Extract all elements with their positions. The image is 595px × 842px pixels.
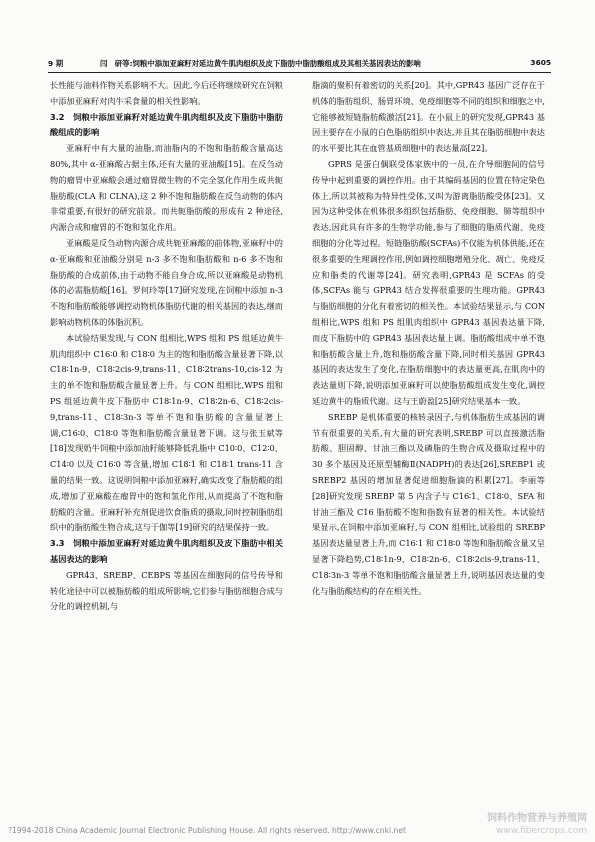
page-number: 3605 [530, 58, 551, 67]
issue-number: 9 期 [48, 59, 64, 68]
watermark-title: 饲料作物营养与养殖网 [487, 813, 587, 824]
running-header [48, 58, 551, 72]
body-paragraph: 本试验结果发现,与 CON 组相比,WPS 组和 PS 组延边黄牛肌肉组织中 C16∶0 和 C18∶0 为主的饱和脂肪酸含量显著下降,以 C18∶1n-9、C18∶2cis-9,trans-11、C18∶2trans-10,cis-12 为主的单不饱和脂肪酸含量显著上升。与 CON 组相比,WPS 组和 PS 组延边黄牛皮下脂肪中 C18∶1n-9、C18∶2n-6、C18∶2cis-9,trans-11、C18∶3n-3 等单不饱和脂肪酸的含量显著上调,C16∶0、C18∶0 等饱和脂肪酸含量显著下调。这与张玉斌等[18]发现奶牛饲粮中添加油籽能够降低乳脂中 C10∶0、C12∶0、C14∶0 以及 C16∶0 等含量,增加 C18∶1 和 C18∶1 trans-11 含量的结果一致。这说明饲粮中添加亚麻籽,确实改变了脂肪酸的组成,增加了亚麻酸在瘤胃中的饱和氢化作用,从而提高了不饱和脂肪酸的含量。亚麻籽补充剂促进饮食脂质的摄取,同时控制脂肪组织中的脂肪酸生物合成,这与于伽等[19]研究的结果保持一致。 [50, 332, 283, 533]
body-paragraph: 长性能与油料作物关系影响不大。因此,今后还将继续研究在饲粮中添加亚麻籽对肉牛采食量的相关性影响。 [50, 80, 283, 106]
copyright-footer: ?1994-2018 China Academic Journal Electronic Publishing House. All rights reserved. http://www.cnki.net [8, 826, 407, 835]
section-heading: 3.3 饲粮中添加亚麻籽对延边黄牛肌肉组织及皮下脂肪中相关基因表达的影响 [50, 538, 283, 564]
running-title: 闫 研等:饲粮中添加亚麻籽对延边黄牛肌肉组织及皮下脂肪中脂肪酸组成及其相关基因表达的影响 [100, 59, 421, 68]
watermark-url: www.fibercrops.com [496, 826, 587, 836]
header-rule [48, 72, 551, 73]
body-paragraph: 亚麻酸是反刍动物内源合成共轭亚麻酸的前体物,亚麻籽中的 α-亚麻酸和亚油酸分别是 n-3 多不饱和脂肪酸和 n-6 多不饱和脂肪酸的合成前体,由于动物不能自身合成,所以亚麻酸是动物机体的必需脂肪酸[16]。罗何玲等[17]研究发现,在饲粮中添加 n-3 不饱和脂肪酸能够调控动物机体脂肪代谢的相关基因的表达,继而影响动物机体的体脂沉积。 [50, 237, 283, 327]
section-heading: 3.2 饲粮中添加亚麻籽对延边黄牛肌肉组织及皮下脂肪中脂肪酸组成的影响 [50, 111, 283, 138]
left-column [50, 78, 283, 615]
body-paragraph: GPRS 是蛋白偶联受体家族中的一员,在介导细胞间的信号传导中起到重要的调控作用。由于其编码基因的位置在特定染色体上,所以其被称为特异性受体,又叫为游离脂肪酸受体[23]。又因为这种受体在机体很多组织包括脂肪、免疫细胞、肺等组织中表达,因此具有许多的生物学功能,参与了细胞的脂质代谢、免疫细胞的分化等过程。短链脂肪酸(SCFAs)不仅能为机体供能,还在很多重要的生理调控作用,例如调控细胞增殖分化、凋亡、免疫反应和脂类的代谢等[24]。研究表明,GPR43 是 SCFAs 的受体,SCFAs 能与 GPR43 结合发挥很重要的生理功能。GPR43 与脂肪细胞的分化有着密切的相关性。本试验结果显示,与 CON 组相比,WPS 组和 PS 组肌肉组织中 GPR43 基因表达量下降,而皮下脂肪中的 GPR43 基因表达量上调。脂肪酸组成中单不饱和脂肪酸含量上升,饱和脂肪酸含量下降,同时相关基因 GPR43 基因的表达发生了变化,在脂肪细胞中的表达量更高,在肌肉中的表达量则下降,说明添加亚麻籽可以使脂肪酸组成发生变化,调控延边黄牛的脂质代谢。这与王蔚盈[25]研究结果基本一致。 [312, 158, 545, 406]
body-paragraph: SREBP 是机体重要的核转录因子,与机体脂肪生成基因的调节有很重要的关系,有大量的研究表明,SREBP 可以直接激活脂肪酸、胆固醇、甘油三酯以及磷脂的生物合成及摄取过程中的 30 多个基因及还原型辅酶Ⅱ(NADPH)的表达[26],SREBP1 或 SREBP2 基因的增加显著促进细胞脂滴的积累[27]。李丽等[28]研究发现 SREBP 第 5 内含子与 C16∶1、C18∶0、SFA 和甘油三酯及 C16 脂肪酸不饱和指数有显著的相关性。本试验结果显示,在饲粮中添加亚麻籽,与 CON 组相比,试验组的 SREBP 基因表达量显著上升,而 C16∶1 和 C18∶0 等饱和脂肪酸含量又呈显著下降趋势,C18∶1n-9、C18∶2n-6、C18∶2cis-9,trans-11、C18∶3n-3 等单不饱和脂肪酸含量显著上升,说明基因表达量的变化与脂肪酸结构的存在相关性。 [312, 411, 545, 596]
body-paragraph: 亚麻籽中有大量的油脂,而油脂内的不饱和脂肪酸含量高达 80%,其中 α-亚麻酸占据主体,还有大量的亚油酸[15]。在反刍动物的瘤胃中亚麻酸会通过瘤胃微生物的不完全氢化作用生成共轭脂肪酸(CLA 和 CLNA),这 2 种不饱和脂肪酸在反刍动物的体内非常重要,有很好的研究前景。而共轭脂肪酸的形成有 2 种途径,内源合成和瘤胃的不饱和氢化作用。 [50, 143, 283, 233]
body-paragraph: GPR43、SREBP、CEBPS 等基因在细胞间的信号传导和转化途径中可以被脂肪酸的组成所影响,它们参与脂肪细胞合成与分化的调控机制,与 [50, 569, 283, 612]
right-column [312, 78, 545, 599]
body-paragraph: 脂滴的聚积有着密切的关系[20]。其中,GPR43 基因广泛存在于机体的脂肪组织、肠胃环境、免疫细胞等不同的组织和细胞之中,它能够被短链脂肪酸激活[21]。在小鼠上的研究发现,GPR43 基因主要存在小鼠的白色脂肪组织中表达,并且其在脂肪细胞中表达的水平要比其在血管基质细胞中的表达量高[22]。 [312, 80, 545, 154]
site-watermark [487, 812, 587, 838]
